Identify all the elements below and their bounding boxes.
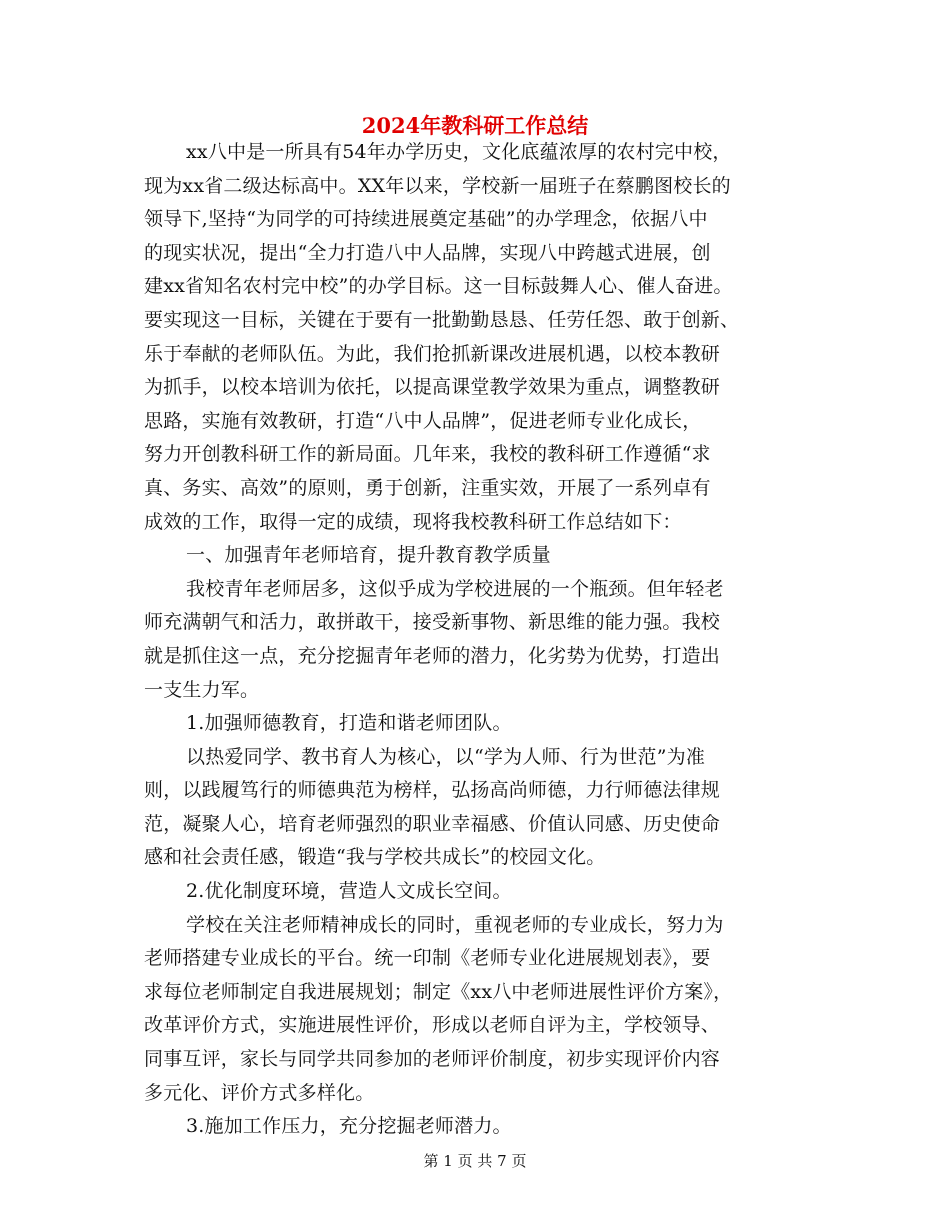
body-line: 建xx省知名农村完中校”的办学目标。这一目标鼓舞人心、催人奋进。 — [144, 275, 733, 298]
body-line: 改革评价方式，实施进展性评价，形成以老师自评为主，学校领导、 — [144, 1014, 721, 1037]
body-line: 师充满朝气和活力，敢拼敢干，接受新事物、新思维的能力强。我校 — [144, 611, 721, 634]
body-line: 感和社会责任感，锻造“我与学校共成长”的校园文化。 — [144, 846, 606, 869]
body-line: 的现实状况，提出“全力打造八中人品牌，实现八中跨越式进展，创 — [144, 241, 711, 264]
body-line: 范，凝聚人心，培育老师强烈的职业幸福感、价值认同感、历史使命 — [144, 812, 721, 835]
body-line: 学校在关注老师精神成长的同时，重视老师的专业成长，努力为 — [186, 913, 724, 936]
document-body — [144, 136, 824, 1144]
body-line: 乐于奉献的老师队伍。为此，我们抢抓新课改进展机遇，以校本教研 — [144, 342, 721, 365]
body-line: 现为xx省二级达标高中。XX年以来，学校新一届班子在蔡鹏图校长的 — [144, 174, 731, 197]
page-footer: 第 1 页 共 7 页 — [423, 1152, 527, 1170]
body-line: 老师搭建专业成长的平台。统一印制《老师专业化进展规划表》，要 — [144, 947, 711, 970]
body-line: 努力开创教科研工作的新局面。几年来，我校的教科研工作遵循“求 — [144, 443, 711, 466]
body-line: xx八中是一所具有54年办学历史，文化底蕴浓厚的农村完中校， — [186, 141, 732, 163]
body-line: 1.加强师德教育，打造和谐老师团队。 — [186, 712, 512, 735]
body-line: 为抓手，以校本培训为依托，以提高课堂教学效果为重点，调整教研 — [144, 376, 721, 399]
body-line: 思路，实施有效教研，打造“八中人品牌”，促进老师专业化成长， — [144, 409, 702, 432]
body-line: 求每位老师制定自我进展规划；制定《xx八中老师进展性评价方案》， — [144, 980, 733, 1003]
body-line: 同事互评，家长与同学共同参加的老师评价制度，初步实现评价内容 — [144, 1048, 721, 1071]
body-line: 3.施加工作压力，充分挖掘老师潜力。 — [186, 1115, 512, 1138]
body-line: 一支生力军。 — [144, 678, 260, 701]
body-line: 多元化、评价方式多样化。 — [144, 1081, 375, 1104]
body-line: 我校青年老师居多，这似乎成为学校进展的一个瓶颈。但年轻老 — [186, 577, 724, 600]
body-line: 2.优化制度环境，营造人文成长空间。 — [186, 880, 512, 903]
body-line: 就是抓住这一点，充分挖掘青年老师的潜力，化劣势为优势，打造出 — [144, 644, 721, 667]
body-line: 领导下,坚持“为同学的可持续进展奠定基础”的办学理念，依据八中 — [144, 208, 708, 231]
document-title: 2024年教科研工作总结 — [361, 113, 589, 138]
body-line: 以热爱同学、教书育人为核心，以“学为人师、行为世范”为准 — [186, 745, 706, 768]
body-line: 则，以践履笃行的师德典范为榜样，弘扬高尚师德，力行师德法律规 — [144, 779, 721, 802]
body-line: 真、务实、高效”的原则，勇于创新，注重实效，开展了一系列卓有 — [144, 476, 711, 499]
body-line: 一、加强青年老师培育，提升教育教学质量 — [186, 544, 551, 567]
body-line: 成效的工作，取得一定的成绩，现将我校教科研工作总结如下： — [144, 510, 682, 533]
body-line: 要实现这一目标，关键在于要有一批勤勤恳恳、任劳任怨、敢于创新、 — [144, 308, 740, 331]
